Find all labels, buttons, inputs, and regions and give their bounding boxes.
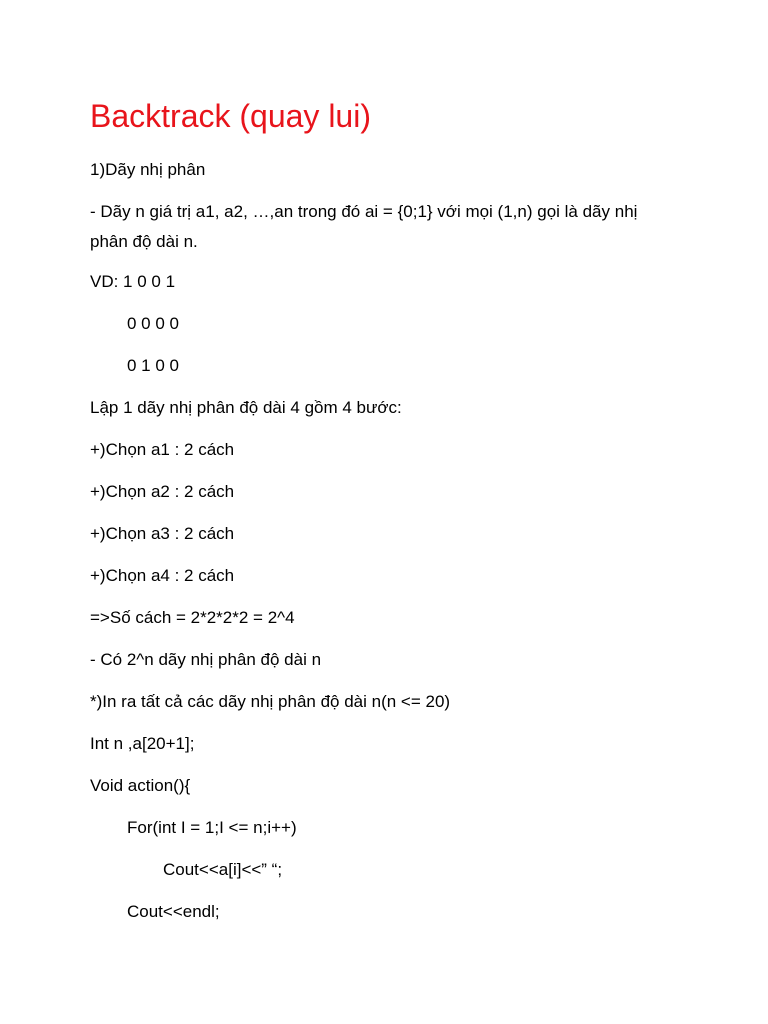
task-line: *)In ra tất cả các dãy nhị phân độ dài n(n <= 20) bbox=[90, 692, 451, 711]
result-line: =>Số cách = 2*2*2*2 = 2^4 bbox=[90, 608, 295, 627]
example-line-2: 0 0 0 0 bbox=[127, 314, 179, 333]
step-line-a1: +)Chọn a1 : 2 cách bbox=[90, 440, 235, 459]
example-line-3: 0 1 0 0 bbox=[127, 356, 179, 375]
code-line-for-loop: For(int I = 1;I <= n;i++) bbox=[127, 818, 297, 837]
section-heading-binary-sequence: 1)Dãy nhị phân bbox=[90, 160, 206, 179]
code-line-function-header: Void action(){ bbox=[90, 776, 191, 795]
steps-intro-line: Lập 1 dãy nhị phân độ dài 4 gồm 4 bước: bbox=[90, 398, 402, 417]
example-line-1: VD: 1 0 0 1 bbox=[90, 272, 176, 291]
document-title: Backtrack (quay lui) bbox=[90, 98, 371, 134]
definition-line-1: - Dãy n giá trị a1, a2, …,an trong đó ai = {0;1} với mọi (1,n) gọi là dãy nhị bbox=[90, 202, 638, 221]
code-line-cout-endl: Cout<<endl; bbox=[127, 902, 220, 921]
definition-line-2: phân độ dài n. bbox=[90, 232, 198, 251]
code-line-cout-element: Cout<<a[i]<<” “; bbox=[163, 860, 283, 879]
step-line-a4: +)Chọn a4 : 2 cách bbox=[90, 566, 235, 585]
count-line: - Có 2^n dãy nhị phân độ dài n bbox=[90, 650, 322, 669]
step-line-a3: +)Chọn a3 : 2 cách bbox=[90, 524, 235, 543]
step-line-a2: +)Chọn a2 : 2 cách bbox=[90, 482, 235, 501]
code-line-declaration: Int n ,a[20+1]; bbox=[90, 734, 195, 753]
